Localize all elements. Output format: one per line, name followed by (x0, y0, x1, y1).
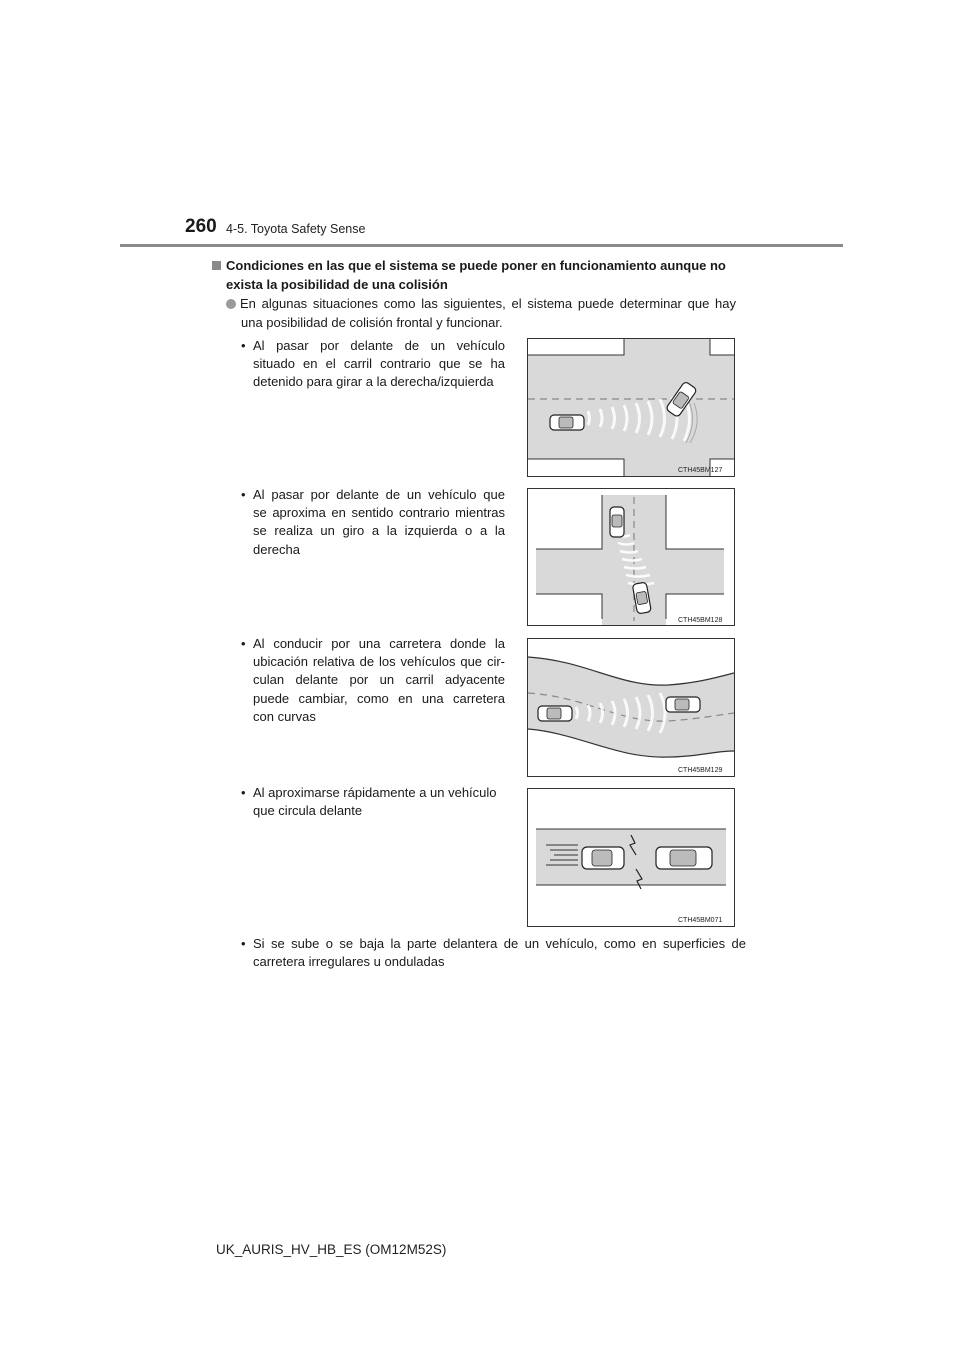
square-bullet-icon (212, 261, 221, 270)
figure-intersection-turn (527, 488, 735, 626)
item-line: se aproxima en sentido contrario mientras (253, 505, 505, 521)
item-line: • Al pasar por delante de un vehículo (241, 337, 505, 355)
car-own-icon (538, 706, 572, 721)
bullet-dot-icon: • (241, 338, 246, 353)
page-number: 260 (185, 216, 217, 237)
car-own-icon (582, 847, 624, 869)
item-line: carretera irregulares u onduladas (253, 954, 445, 970)
figure-rapid-approach (527, 788, 735, 927)
intro-line1: En algunas situaciones como las siguientes, el sistema puede determinar que hay (240, 296, 736, 311)
figure-code: CTH45BM127 (678, 467, 723, 474)
list-item (241, 635, 505, 726)
item-line: culan delante por un carril adyacente (253, 672, 505, 688)
car-ahead-icon (656, 847, 712, 869)
section-heading (212, 256, 752, 275)
car-adjacent-icon (666, 697, 700, 712)
item-line: se realiza un giro a la izquierda o a la (253, 523, 505, 539)
item-line: ubicación relativa de los vehículos que cir- (253, 654, 505, 670)
list-item (241, 337, 505, 392)
item-line: situado en el carril contrario que se ha (253, 356, 505, 372)
bullet-dot-icon: • (241, 636, 246, 651)
intro-paragraph (226, 294, 736, 313)
figure-code: CTH45BM129 (678, 767, 723, 774)
list-item (241, 935, 746, 971)
figure-stopped-turning-vehicle (527, 338, 735, 477)
item-line: derecha (253, 541, 300, 557)
figure-code: CTH45BM071 (678, 917, 723, 924)
figure-code: CTH45BM128 (678, 617, 723, 624)
bullet-dot-icon: • (241, 936, 246, 951)
figure-curved-road (527, 638, 735, 777)
section-heading-line2: exista la posibilidad de una colisión (226, 277, 448, 292)
bullet-dot-icon: • (241, 785, 246, 800)
item-line: con curvas (253, 708, 316, 724)
list-item (241, 784, 505, 820)
list-item (241, 486, 505, 559)
item-line: que circula delante (253, 803, 363, 819)
item-line: puede cambiar, como en una carretera (253, 690, 505, 706)
circle-bullet-icon (226, 299, 236, 309)
item-line: detenido para girar a la derecha/izquierda (253, 374, 494, 390)
item-line: • Al aproximarse rápidamente a un vehículo (241, 784, 505, 802)
item-line: • Al conducir por una carretera donde la (241, 635, 505, 653)
item-line: • Si se sube o se baja la parte delantera de un vehículo, como en superficies de (241, 935, 746, 953)
intro-line2: una posibilidad de colisión frontal y funcionar. (241, 315, 503, 330)
section-heading-line1: Condiciones en las que el sistema se puede poner en funcionamiento aunque no (226, 258, 726, 273)
bullet-dot-icon: • (241, 487, 246, 502)
header-rule (120, 244, 843, 247)
car-oncoming-icon (610, 507, 624, 537)
footer-document-code: UK_AURIS_HV_HB_ES (OM12M52S) (216, 1242, 447, 1257)
section-title: 4-5. Toyota Safety Sense (226, 222, 366, 236)
car-own-icon (550, 415, 584, 430)
item-line: • Al pasar por delante de un vehículo que (241, 486, 505, 504)
